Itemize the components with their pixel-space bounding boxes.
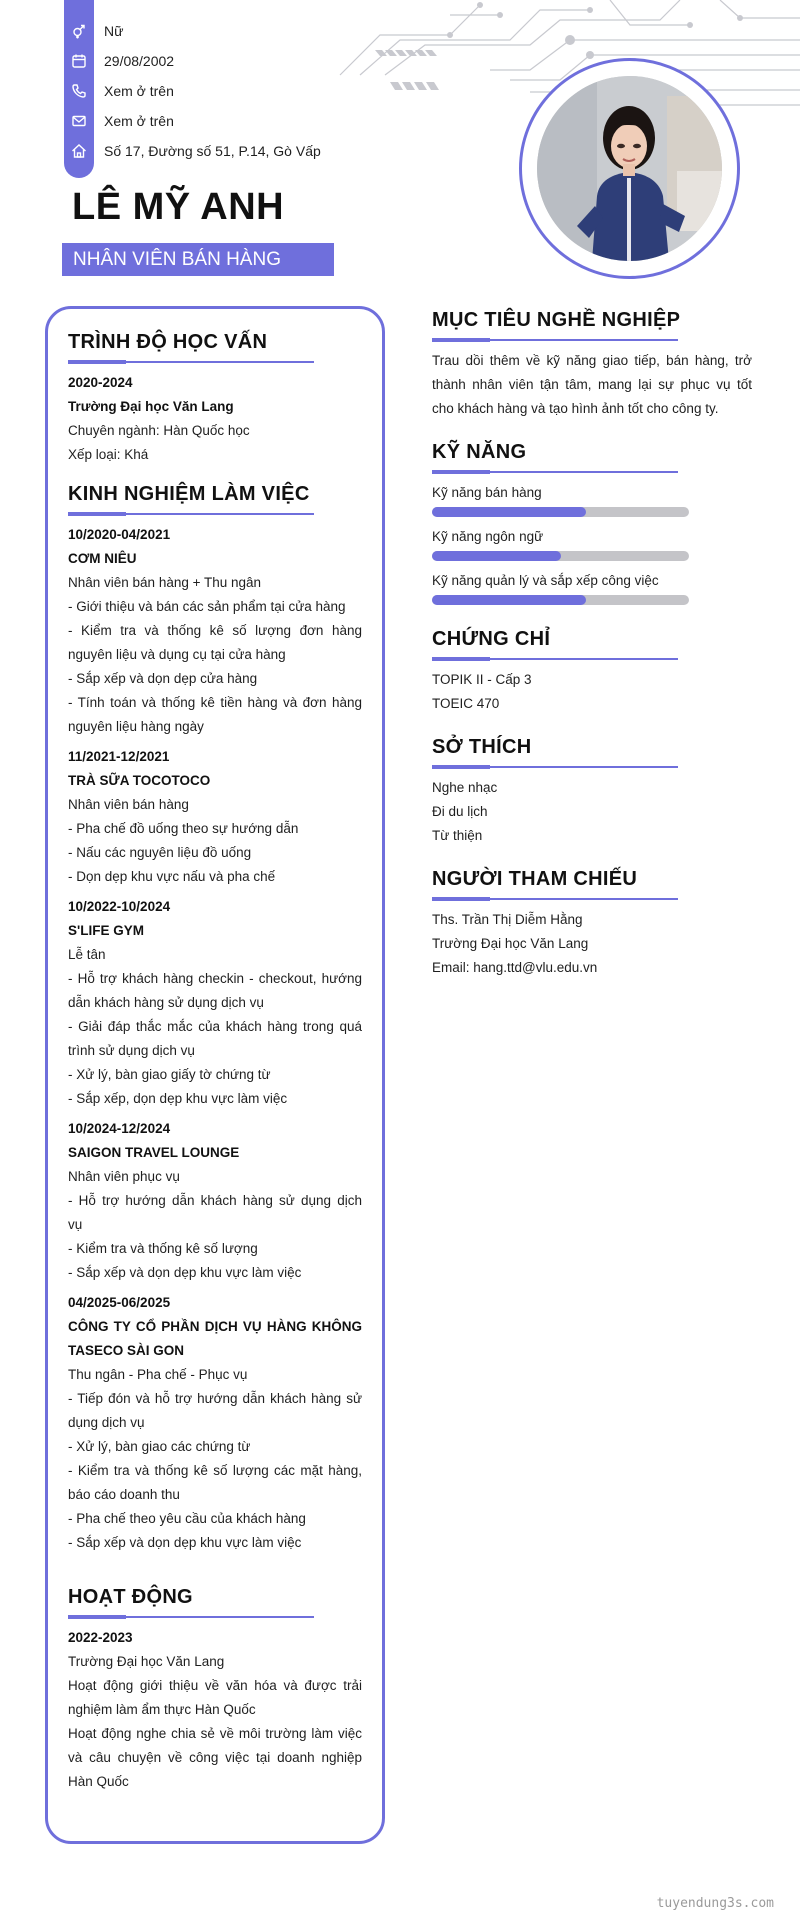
job-line: - Sắp xếp và dọn dẹp khu vực làm việc [68, 1535, 302, 1550]
certificate-item: TOEIC 470 [432, 696, 500, 711]
skill-bar [432, 551, 689, 561]
contact-address [64, 136, 321, 166]
job-company: TRÀ SỮA TOCOTOCO [68, 773, 211, 788]
job-role: Thu ngân - Pha chế - Phục vụ [68, 1367, 248, 1382]
contact-email [64, 106, 174, 136]
hobbies-section [432, 736, 752, 848]
footer-watermark: tuyendung3s.com [656, 1896, 774, 1911]
references-section [432, 868, 752, 980]
education-section [68, 331, 362, 467]
job-line: - Pha chế theo yêu cầu của khách hàng [68, 1511, 306, 1526]
job-entry [68, 1291, 362, 1555]
job-company: CƠM NIÊU [68, 551, 137, 566]
activity-line: Hoạt động giới thiệu về văn hóa và được trải [68, 1678, 362, 1693]
hobbies-underline [432, 765, 752, 768]
job-line: - Hỗ trợ hướng dẫn khách hàng sử dụng dịch [68, 1193, 362, 1208]
contact-email-text: Xem ở trên [104, 113, 174, 129]
job-role: Nhân viên bán hàng [68, 797, 189, 812]
objective-line: thành nhân viên tận tâm, mang lại sự phục vụ tốt [432, 377, 752, 392]
objective-title: MỤC TIÊU NGHỀ NGHIỆP [432, 309, 681, 331]
skill-item [432, 527, 752, 561]
contact-phone [64, 76, 174, 106]
activity-line: Hàn Quốc [68, 1774, 129, 1789]
job-company: TASECO SÀI GON [68, 1343, 185, 1358]
activity-line: nghiệm làm ẩm thực Hàn Quốc [68, 1702, 256, 1717]
job-role: Lễ tân [68, 947, 106, 962]
skill-bar-fill [432, 551, 561, 561]
job-entry [68, 1117, 362, 1285]
reference-item: Ths. Trần Thị Diễm Hằng [432, 912, 583, 927]
job-line: - Kiểm tra và thống kê số lượng đơn hàng [68, 623, 362, 638]
contact-dob [64, 46, 174, 76]
education-title: TRÌNH ĐỘ HỌC VẤN [68, 331, 268, 353]
skill-bar [432, 507, 689, 517]
job-line: - Giải đáp thắc mắc của khách hàng trong quá [68, 1019, 362, 1034]
job-period: 10/2022-10/2024 [68, 899, 171, 914]
calendar-icon [64, 46, 94, 76]
education-period: 2020-2024 [68, 375, 133, 390]
job-line: - Dọn dẹp khu vực nấu và pha chế [68, 869, 276, 884]
objective-line: cho khách hàng và tạo hình ảnh tốt cho công ty. [432, 401, 719, 416]
certificates-title: CHỨNG CHỈ [432, 628, 551, 650]
home-icon [64, 136, 94, 166]
reference-email: Email: hang.ttd@vlu.edu.vn [432, 960, 598, 975]
contact-phone-text: Xem ở trên [104, 83, 174, 99]
job-line: - Xử lý, bàn giao các chứng từ [68, 1439, 251, 1454]
certificates-underline [432, 657, 752, 660]
job-line: - Hỗ trợ khách hàng checkin - checkout, hướng [68, 971, 362, 986]
activities-section [68, 1586, 362, 1794]
job-period: 10/2020-04/2021 [68, 527, 171, 542]
job-line: - Nấu các nguyên liệu đồ uống [68, 845, 252, 860]
skills-section [432, 441, 752, 605]
job-line: nguyên liệu và dụng cụ tại cửa hàng [68, 647, 286, 662]
hobby-item: Đi du lịch [432, 804, 488, 819]
job-line: - Kiểm tra và thống kê số lượng các mặt hàng, [68, 1463, 362, 1478]
experience-section [68, 483, 362, 1555]
job-entry [68, 745, 362, 889]
job-line: - Sắp xếp, dọn dẹp khu vực làm việc [68, 1091, 288, 1106]
skill-label: Kỹ năng bán hàng [432, 485, 542, 500]
job-line: dụng dịch vụ [68, 1415, 145, 1430]
contact-gender-text: Nữ [104, 23, 124, 39]
job-line: - Tiếp đón và hỗ trợ hướng dẫn khách hàng sử [68, 1391, 362, 1406]
job-line: nguyên liệu hàng ngày [68, 719, 204, 734]
job-line: - Giới thiệu và bán các sản phẩm tại cửa hàng [68, 599, 346, 614]
hobbies-title: SỞ THÍCH [432, 736, 532, 758]
objective-line: Trau dồi thêm về kỹ năng giao tiếp, bán hàng, trở [432, 353, 752, 368]
skill-bar-fill [432, 507, 586, 517]
job-line: - Kiểm tra và thống kê số lượng [68, 1241, 258, 1256]
job-line: - Tính toán và thống kê tiền hàng và đơn hàng [68, 695, 362, 710]
job-line: - Pha chế đồ uống theo sự hướng dẫn [68, 821, 299, 836]
contact-gender [64, 16, 123, 46]
activities-underline [68, 1615, 362, 1618]
job-company: CÔNG TY CỔ PHẦN DỊCH VỤ HÀNG KHÔNG [68, 1319, 362, 1334]
skill-label: Kỹ năng ngôn ngữ [432, 529, 544, 544]
objective-section [432, 309, 752, 421]
experience-title: KINH NGHIỆM LÀM VIỆC [68, 483, 310, 505]
skill-bar [432, 595, 689, 605]
education-school: Trường Đại học Văn Lang [68, 399, 234, 414]
references-title: NGƯỜI THAM CHIẾU [432, 868, 638, 890]
phone-icon [64, 76, 94, 106]
candidate-name: LÊ MỸ ANH [72, 186, 285, 228]
references-underline [432, 897, 752, 900]
job-line: vụ [68, 1217, 83, 1232]
skill-item [432, 571, 752, 605]
education-grade: Xếp loại: Khá [68, 447, 149, 462]
skill-item [432, 483, 752, 517]
skills-title: KỸ NĂNG [432, 441, 527, 463]
education-underline [68, 360, 362, 363]
job-period: 04/2025-06/2025 [68, 1295, 171, 1310]
job-role: Nhân viên bán hàng + Thu ngân [68, 575, 262, 590]
skill-bar-fill [432, 595, 586, 605]
activity-line: Hoạt động nghe chia sẻ về môi trường làm việc [68, 1726, 362, 1741]
job-entry [68, 895, 362, 1111]
activities-title: HOẠT ĐỘNG [68, 1586, 193, 1608]
activity-line: và câu chuyện về công việc tại doanh nghiệp [68, 1750, 362, 1765]
job-entry [68, 523, 362, 739]
activity-period: 2022-2023 [68, 1630, 133, 1645]
gender-icon [64, 16, 94, 46]
job-role: Nhân viên phục vụ [68, 1169, 180, 1184]
contact-address-text: Số 17, Đường số 51, P.14, Gò Vấp [104, 143, 321, 159]
profile-photo [537, 76, 722, 261]
mail-icon [64, 106, 94, 136]
certificate-item: TOPIK II - Cấp 3 [432, 672, 532, 687]
job-period: 11/2021-12/2021 [68, 749, 170, 764]
hobby-item: Từ thiện [432, 828, 483, 843]
objective-underline [432, 338, 752, 341]
job-company: S'LIFE GYM [68, 923, 144, 938]
job-company: SAIGON TRAVEL LOUNGE [68, 1145, 240, 1160]
contact-dob-text: 29/08/2002 [104, 53, 175, 69]
job-period: 10/2024-12/2024 [68, 1121, 171, 1136]
skills-underline [432, 470, 752, 473]
hobby-item: Nghe nhạc [432, 780, 498, 795]
job-line: trình sử dụng dịch vụ [68, 1043, 195, 1058]
skill-label: Kỹ năng quản lý và sắp xếp công việc [432, 573, 659, 588]
experience-underline [68, 512, 362, 515]
education-major: Chuyên ngành: Hàn Quốc học [68, 423, 250, 438]
job-line: dẫn khách hàng sử dụng dịch vụ [68, 995, 264, 1010]
reference-item: Trường Đại học Văn Lang [432, 936, 589, 951]
job-title-banner: NHÂN VIÊN BÁN HÀNG [62, 243, 334, 276]
job-line: - Xử lý, bàn giao giấy tờ chứng từ [68, 1067, 271, 1082]
activity-line: Trường Đại học Văn Lang [68, 1654, 225, 1669]
job-line: - Sắp xếp và dọn dẹp khu vực làm việc [68, 1265, 302, 1280]
certificates-section [432, 628, 752, 716]
job-line: báo cáo doanh thu [68, 1487, 180, 1502]
job-line: - Sắp xếp và dọn dẹp cửa hàng [68, 671, 258, 686]
